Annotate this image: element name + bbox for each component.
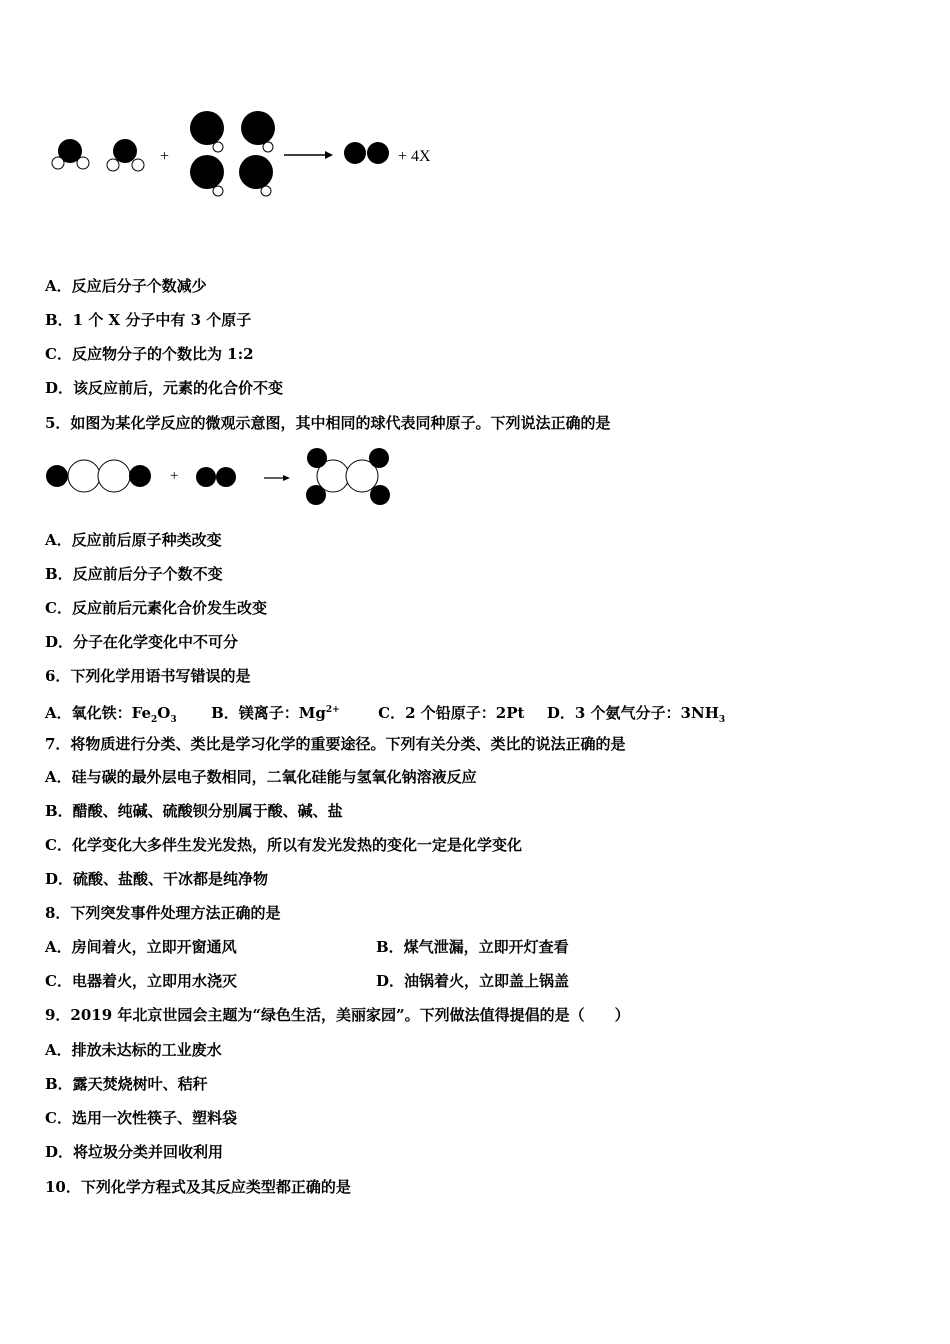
plus-sign-1: + — [160, 148, 170, 165]
q7-option-c[interactable]: C．化学变化大多伴生发光发热，所以有发光发热的变化一定是化学变化 — [45, 836, 522, 854]
q8-stem: 8．下列突发事件处理方法正确的是 — [45, 904, 281, 922]
product-4x-label: + 4X — [398, 148, 431, 165]
plus-sign-2: + — [170, 468, 179, 484]
reactant-chain-molecule — [46, 460, 151, 492]
product-molecule — [344, 142, 389, 164]
q4-option-c[interactable]: C．反应物分子的个数比为 1:2 — [45, 345, 254, 363]
q10-stem: 10．下列化学方程式及其反应类型都正确的是 — [45, 1178, 351, 1196]
q8-option-b[interactable]: B．煤气泄漏，立即开灯查看 — [376, 938, 569, 956]
q9-option-d[interactable]: D．将垃圾分类并回收利用 — [45, 1143, 224, 1161]
q6-options-row — [45, 700, 725, 730]
q5-option-b[interactable]: B．反应前后分子个数不变 — [45, 565, 223, 583]
reaction-arrow-1 — [284, 151, 333, 159]
q4-option-d[interactable]: D．该反应前后，元素的化合价不变 — [45, 379, 284, 397]
q9-stem: 9．2019 年北京世园会主题为“绿色生活，美丽家园”。下列做法值得提倡的是（ ） — [45, 1006, 630, 1024]
q7-option-d[interactable]: D．硫酸、盐酸、干冰都是纯净物 — [45, 870, 269, 888]
q7-option-a[interactable]: A．硅与碳的最外层电子数相同，二氧化硅能与氢氧化钠溶液反应 — [45, 768, 477, 786]
reactant-molecule-1 — [52, 139, 89, 169]
q8-option-c[interactable]: C．电器着火，立即用水浇灭 — [45, 972, 237, 990]
reaction-arrow-2 — [264, 475, 290, 481]
q8-option-a[interactable]: A．房间着火，立即开窗通风 — [45, 938, 237, 956]
q6-stem: 6．下列化学用语书写错误的是 — [45, 667, 251, 685]
reaction-diagram-1 — [0, 0, 950, 220]
q9-option-a[interactable]: A．排放未达标的工业废水 — [45, 1041, 222, 1059]
reactant-diatomic-molecule — [196, 467, 236, 487]
reactant-molecule-2 — [107, 139, 144, 171]
q5-option-c[interactable]: C．反应前后元素化合价发生改变 — [45, 599, 267, 617]
q9-option-c[interactable]: C．选用一次性筷子、塑料袋 — [45, 1109, 237, 1127]
q7-option-b[interactable]: B．醋酸、纯碱、硫酸钡分别属于酸、碱、盐 — [45, 802, 343, 820]
product-branched-molecule — [306, 448, 390, 505]
q5-stem: 5．如图为某化学反应的微观示意图，其中相同的球代表同种原子。下列说法正确的是 — [45, 414, 611, 432]
q6-option-b[interactable]: B．镁离子：$Mg^{2+}$ — [211, 704, 340, 722]
q7-stem: 7．将物质进行分类、类比是学习化学的重要途径。下列有关分类、类比的说法正确的是 — [45, 735, 626, 753]
q6-option-c[interactable]: C．2 个铅原子：2Pt — [378, 704, 525, 722]
q9-option-b[interactable]: B．露天焚烧树叶、秸秆 — [45, 1075, 208, 1093]
q6-option-d[interactable]: D．3 个氨气分子：$3NH_3$ — [546, 704, 726, 725]
q4-option-b[interactable]: B．1 个 X 分子中有 3 个原子 — [45, 311, 252, 329]
reactant-molecule-3 — [190, 111, 275, 196]
q4-option-a[interactable]: A．反应后分子个数减少 — [45, 277, 207, 295]
q5-option-a[interactable]: A．反应前后原子种类改变 — [45, 531, 222, 549]
q8-option-d[interactable]: D．油锅着火，立即盖上锅盖 — [376, 972, 570, 990]
q6-option-a[interactable]: A．氧化铁：$Fe_2O_3$ — [45, 704, 177, 725]
q5-option-d[interactable]: D．分子在化学变化中不可分 — [45, 633, 239, 651]
